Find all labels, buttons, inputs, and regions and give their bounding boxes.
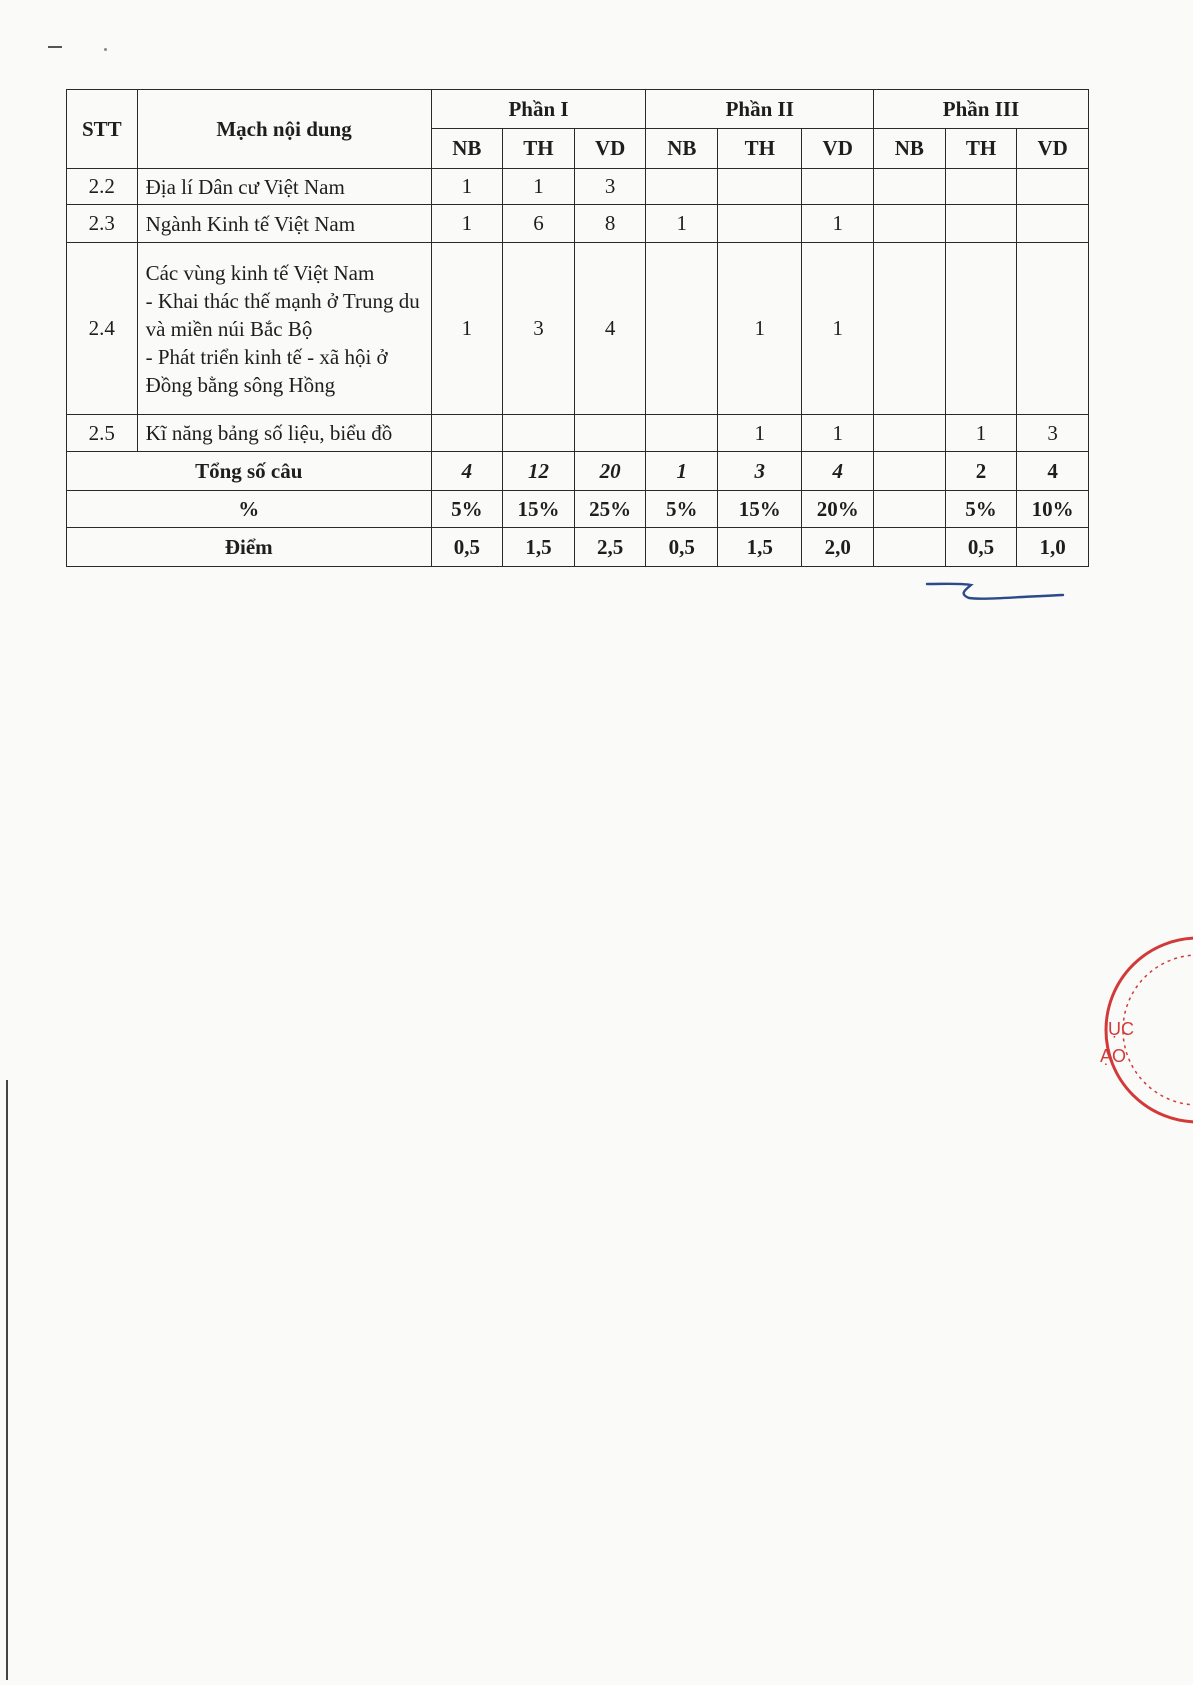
points-cell: 1,0 [1017,528,1089,567]
scan-edge-line [6,1080,8,1680]
cell: 3 [503,243,575,415]
percent-cell: 10% [1017,491,1089,528]
cell [718,169,802,205]
totals-label: Tổng số câu [67,452,432,491]
table-row [67,243,1089,415]
total-cell: 3 [718,452,802,491]
points-cell: 2,5 [574,528,646,567]
points-cell: 1,5 [503,528,575,567]
cell: 8 [574,205,646,243]
cell [802,169,874,205]
points-cell: 0,5 [646,528,718,567]
cell [945,243,1017,415]
cell [646,169,718,205]
cell: 1 [718,243,802,415]
points-cell: 1,5 [718,528,802,567]
cell: 1 [802,205,874,243]
content-line: Kĩ năng bảng số liệu, biểu đồ [145,421,393,445]
red-seal-stamp [1080,930,1193,1130]
cell: 1 [431,243,503,415]
cell [945,169,1017,205]
cell: 1 [503,169,575,205]
header-th: TH [718,129,802,169]
scan-speck [48,46,62,48]
content-line: - Phát triển kinh tế - xã hội ở Đồng bằng sông Hồng [145,344,388,397]
header-part-2: Phần II [646,90,874,129]
total-cell: 4 [802,452,874,491]
content-line: Ngành Kinh tế Việt Nam [145,211,356,236]
total-cell: 4 [1017,452,1089,491]
svg-text:ỤC: ỤC [1108,1019,1134,1039]
cell [646,415,718,452]
cell [503,415,575,452]
table-row [67,205,1089,243]
percent-cell: 5% [646,491,718,528]
cell: 1 [431,169,503,205]
table-row [67,169,1089,205]
cell [874,205,946,243]
cell [874,243,946,415]
points-row [67,528,1089,567]
cell: 1 [431,205,503,243]
exam-matrix-table [66,89,1089,567]
total-cell: 1 [646,452,718,491]
total-cell: 20 [574,452,646,491]
cell: 1 [646,205,718,243]
cell [874,415,946,452]
header-stt: STT [67,90,138,169]
row-stt: 2.5 [67,415,138,452]
header-vd: VD [574,129,646,169]
row-content [137,243,431,415]
percent-cell: 20% [802,491,874,528]
cell: 1 [802,415,874,452]
totals-row [67,452,1089,491]
row-stt: 2.3 [67,205,138,243]
cell [646,243,718,415]
cell [718,205,802,243]
cell: 1 [802,243,874,415]
cell [945,205,1017,243]
content-line: - Khai thác thế mạnh ở Trung du và miền núi Bắc Bộ [145,288,420,341]
percent-cell: 5% [431,491,503,528]
points-cell [874,528,946,567]
header-vd: VD [1017,129,1089,169]
percent-cell: 15% [503,491,575,528]
header-nb: NB [646,129,718,169]
cell [1017,205,1089,243]
cell: 3 [574,169,646,205]
cell: 4 [574,243,646,415]
points-cell: 2,0 [802,528,874,567]
header-content: Mạch nội dung [137,90,431,169]
row-content [137,169,431,205]
content-line: Địa lí Dân cư Việt Nam [145,174,345,199]
percent-cell [874,491,946,528]
total-cell [874,452,946,491]
points-cell: 0,5 [431,528,503,567]
points-label: Điểm [67,528,432,567]
cell [431,415,503,452]
header-nb: NB [431,129,503,169]
header-part-3: Phần III [874,90,1089,129]
row-content [137,415,431,452]
row-stt: 2.2 [67,169,138,205]
svg-text:ẠO: ẠO [1100,1046,1127,1066]
total-cell: 12 [503,452,575,491]
cell [874,169,946,205]
percent-row [67,491,1089,528]
row-stt: 2.4 [67,243,138,415]
percent-cell: 25% [574,491,646,528]
header-vd: VD [802,129,874,169]
table-row [67,415,1089,452]
cell [1017,243,1089,415]
percent-cell: 5% [945,491,1017,528]
header-nb: NB [874,129,946,169]
content-line: Các vùng kinh tế Việt Nam [145,260,375,285]
cell [574,415,646,452]
percent-label: % [67,491,432,528]
scan-dot [104,48,107,51]
header-part-1: Phần I [431,90,646,129]
percent-cell: 15% [718,491,802,528]
signature-mark [925,578,1065,608]
total-cell: 4 [431,452,503,491]
total-cell: 2 [945,452,1017,491]
header-th: TH [503,129,575,169]
cell: 1 [718,415,802,452]
cell: 3 [1017,415,1089,452]
cell: 1 [945,415,1017,452]
points-cell: 0,5 [945,528,1017,567]
header-th: TH [945,129,1017,169]
cell: 6 [503,205,575,243]
cell [1017,169,1089,205]
row-content [137,205,431,243]
